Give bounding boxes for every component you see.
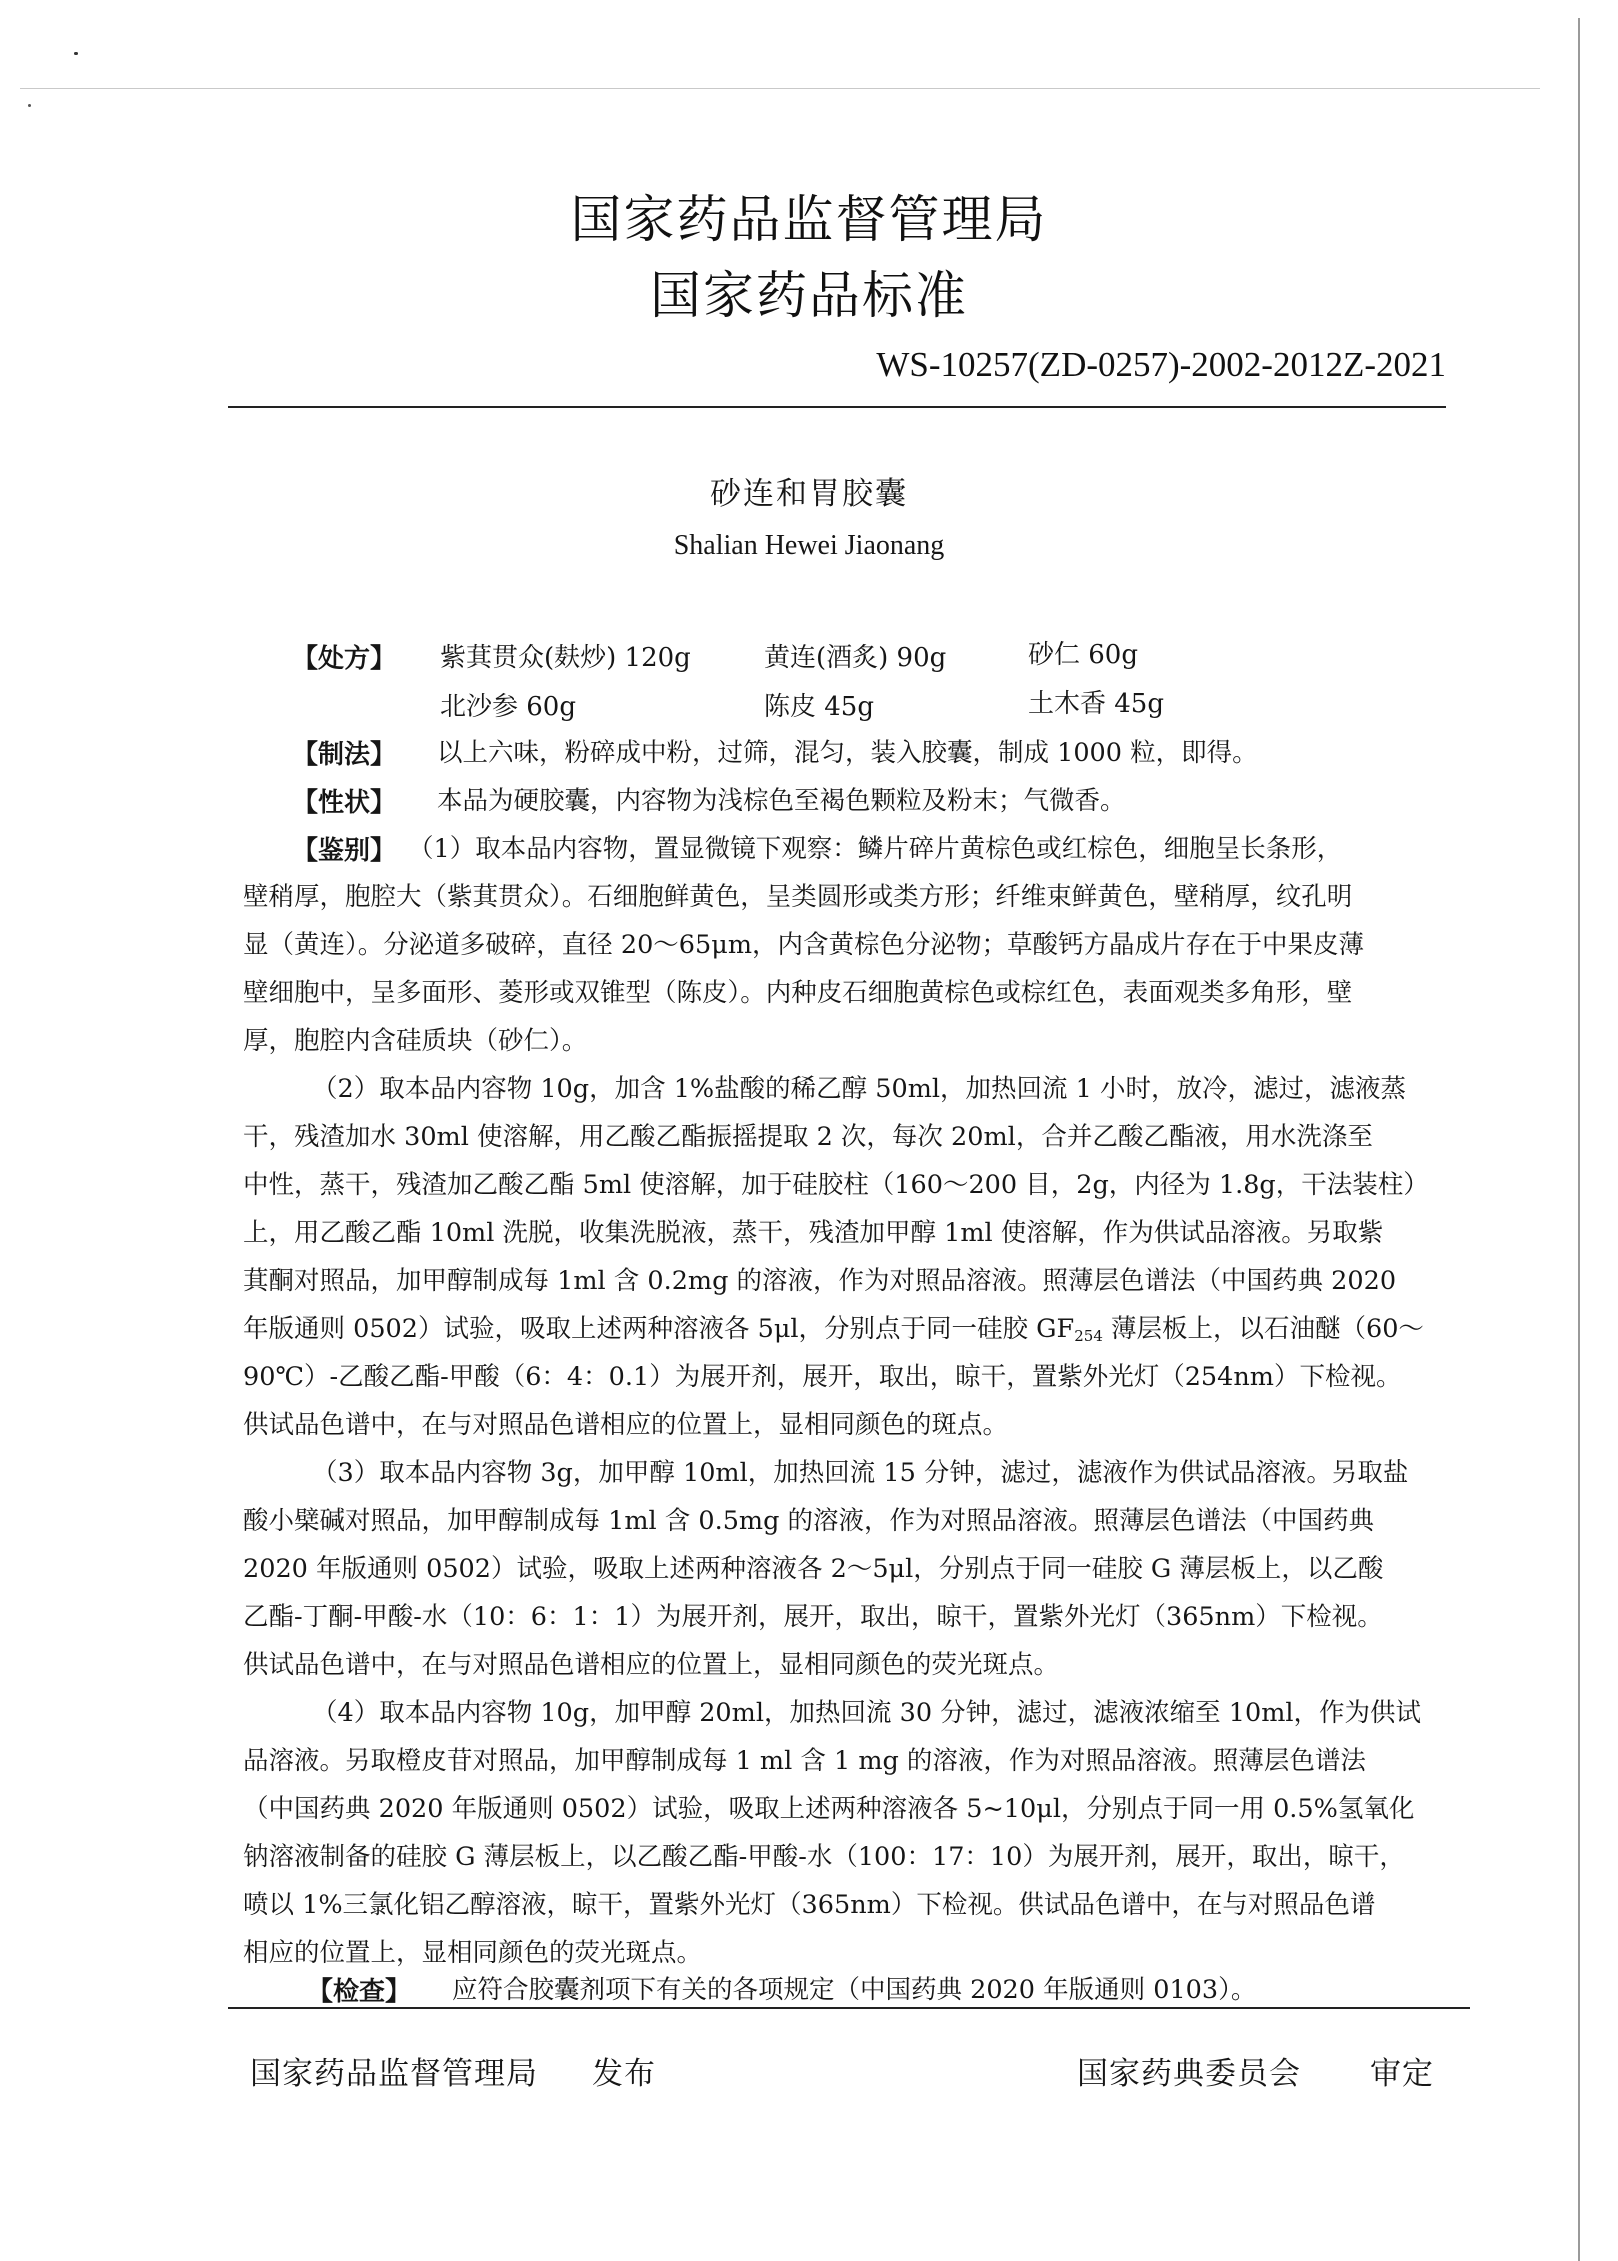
- scan-speck: [74, 52, 78, 55]
- ingredient: 土木香 45g: [1028, 689, 1164, 719]
- identification-line: 2020 年版通则 0502）试验，吸取上述两种溶液各 2～5μl，分别点于同一硅胶 G 薄层板上，以乙酸: [243, 1554, 1384, 1584]
- ingredient: 紫萁贯众(麸炒) 120g: [440, 643, 691, 673]
- identification-line: 壁稍厚，胞腔大（紫萁贯众）。石细胞鲜黄色，呈类圆形或类方形；纤维束鲜黄色，壁稍厚，纹孔明: [243, 882, 1353, 912]
- identification-line: （4）取本品内容物 10g，加甲醇 20ml，加热回流 30 分钟，滤过，滤液浓缩至 10ml，作为供试: [312, 1698, 1422, 1728]
- scan-edge-right: [1578, 18, 1580, 2261]
- identification-line: 中性，蒸干，残渣加乙酸乙酯 5ml 使溶解，加于硅胶柱（160～200 目，2g，内径为 1.8g，干法装柱）: [243, 1170, 1429, 1200]
- subscript: 254: [1074, 1327, 1103, 1345]
- identification-label: 【鉴别】: [292, 836, 397, 866]
- identification-line: [243, 1309, 1424, 1345]
- identification-line: 厚，胞腔内含硅质块（砂仁）。: [243, 1026, 588, 1056]
- identification-text: 年版通则 0502）试验，吸取上述两种溶液各 5μl，分别点于同一硅胶 GF: [243, 1314, 1075, 1344]
- drug-name-chinese: 砂连和胃胶囊: [710, 476, 908, 512]
- ingredient: 陈皮 45g: [764, 692, 874, 722]
- description-text: 本品为硬胶囊，内容物为浅棕色至褐色颗粒及粉末；气微香。: [437, 786, 1126, 816]
- description-label: 【性状】: [292, 788, 397, 818]
- identification-line: 供试品色谱中，在与对照品色谱相应的位置上，显相同颜色的荧光斑点。: [243, 1650, 1060, 1680]
- review-label: 审定: [1370, 2056, 1434, 2092]
- identification-line: （2）取本品内容物 10g，加含 1%盐酸的稀乙醇 50ml，加热回流 1 小时，放冷，滤过，滤液蒸: [312, 1074, 1406, 1104]
- inspection-label: 【检查】: [307, 1977, 412, 2007]
- preparation-text: 以上六味，粉碎成中粉，过筛，混匀，装入胶囊，制成 1000 粒，即得。: [437, 738, 1258, 768]
- drug-name-pinyin: Shalian Hewei Jiaonang: [673, 530, 945, 561]
- publisher-name: 国家药品监督管理局: [250, 2056, 538, 2092]
- publish-label: 发布: [592, 2056, 656, 2092]
- ingredient: 北沙参 60g: [440, 692, 576, 722]
- identification-line: 酸小檗碱对照品，加甲醇制成每 1ml 含 0.5mg 的溶液，作为对照品溶液。照薄层色谱法（中国药典: [243, 1506, 1375, 1536]
- footer-rule: [228, 2007, 1470, 2009]
- identification-line: 干，残渣加水 30ml 使溶解，用乙酸乙酯振摇提取 2 次，每次 20ml，合并乙酸乙酯液，用水洗涤至: [243, 1122, 1373, 1152]
- preparation-label: 【制法】: [292, 740, 397, 770]
- scan-edge-top: [20, 88, 1540, 89]
- identification-line: 壁细胞中，呈多面形、菱形或双锥型（陈皮）。内种皮石细胞黄棕色或棕红色，表面观类多角形，壁: [243, 978, 1353, 1008]
- ingredient: 砂仁 60g: [1028, 640, 1138, 670]
- identification-line: （3）取本品内容物 3g，加甲醇 10ml，加热回流 15 分钟，滤过，滤液作为供试品溶液。另取盐: [312, 1458, 1409, 1488]
- reviewer-name: 国家药典委员会: [1077, 2056, 1301, 2092]
- identification-line: 钠溶液制备的硅胶 G 薄层板上，以乙酸乙酯-甲酸-水（100：17：10）为展开剂，展开，取出，晾干，: [243, 1842, 1405, 1872]
- identification-line: 90℃）-乙酸乙酯-甲酸（6：4：0.1）为展开剂，展开，取出，晾干，置紫外光灯（254nm）下检视。: [243, 1362, 1402, 1392]
- identification-text: 薄层板上，以石油醚（60～: [1102, 1314, 1424, 1344]
- inspection-text: 应符合胶囊剂项下有关的各项规定（中国药典 2020 年版通则 0103）。: [452, 1975, 1257, 2005]
- identification-line: （1）取本品内容物，置显微镜下观察：鳞片碎片黄棕色或红棕色，细胞呈长条形，: [408, 834, 1343, 864]
- header-rule: [228, 406, 1446, 408]
- identification-line: 显（黄连）。分泌道多破碎，直径 20～65μm，内含黄棕色分泌物；草酸钙方晶成片存在于中果皮薄: [243, 930, 1365, 960]
- scan-speck: [28, 104, 31, 107]
- standard-number: WS-10257(ZD-0257)-2002-2012Z-2021: [876, 345, 1446, 384]
- identification-line: 乙酯-丁酮-甲酸-水（10：6：1：1）为展开剂，展开，取出，晾干，置紫外光灯（365nm）下检视。: [243, 1602, 1383, 1632]
- identification-line: 供试品色谱中，在与对照品色谱相应的位置上，显相同颜色的斑点。: [243, 1410, 1009, 1440]
- identification-line: 品溶液。另取橙皮苷对照品，加甲醇制成每 1 ml 含 1 mg 的溶液，作为对照品溶液。照薄层色谱法: [243, 1746, 1366, 1776]
- identification-line: 上，用乙酸乙酯 10ml 洗脱，收集洗脱液，蒸干，残渣加甲醇 1ml 使溶解，作为供试品溶液。另取紫: [243, 1218, 1384, 1248]
- identification-line: （中国药典 2020 年版通则 0502）试验，吸取上述两种溶液各 5~10μl，分别点于同一用 0.5%氢氧化: [243, 1794, 1415, 1824]
- identification-line: 相应的位置上，显相同颜色的荧光斑点。: [243, 1938, 703, 1968]
- authority-title: 国家药品监督管理局: [570, 191, 1048, 250]
- identification-line: 喷以 1%三氯化铝乙醇溶液，晾干，置紫外光灯（365nm）下检视。供试品色谱中，在与对照品色谱: [243, 1890, 1376, 1920]
- document-type-title: 国家药品标准: [649, 267, 968, 326]
- identification-line: 萁酮对照品，加甲醇制成每 1ml 含 0.2mg 的溶液，作为对照品溶液。照薄层色谱法（中国药典 2020: [243, 1266, 1397, 1296]
- prescription-label: 【处方】: [292, 644, 397, 674]
- ingredient: 黄连(酒炙) 90g: [764, 643, 947, 673]
